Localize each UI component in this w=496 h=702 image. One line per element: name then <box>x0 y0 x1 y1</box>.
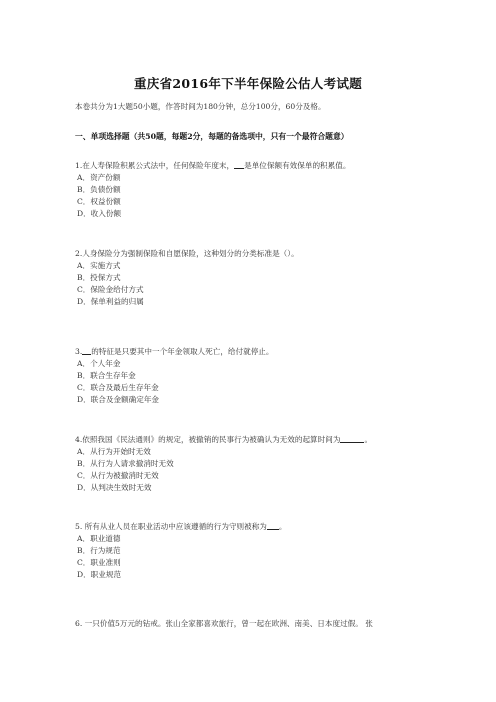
question-6 <box>75 618 435 630</box>
question-stem: 6. 一只价值5万元的钻戒。张山全家都喜欢旅行，曾一起在欧洲、南美、日本度过假。 张 <box>75 619 373 628</box>
question-stem: 3. 的特征是只要其中一个年金领取人死亡，给付就停止。 <box>75 347 274 356</box>
option-c: C．权益份额 <box>77 197 121 206</box>
option-d: D．保单利益的归属 <box>77 297 144 306</box>
page-title: 重庆省2016年下半年保险公估人考试题 <box>134 76 362 91</box>
question-4 <box>75 434 435 494</box>
option-b: B．投保方式 <box>77 273 121 282</box>
option-a: A．个人年金 <box>77 359 121 368</box>
option-a: A．实施方式 <box>77 261 121 270</box>
answer-blank <box>340 434 364 443</box>
option-d: D．从判决生效时无效 <box>77 483 152 492</box>
option-c: C．职业准则 <box>77 558 121 567</box>
question-stem: 5. 所有从业人员在职业活动中应该遵循的行为守则被称为 。 <box>75 522 287 531</box>
question-stem: 2.人身保险分为强制保险和自愿保险，这种划分的分类标准是（）。 <box>75 249 299 258</box>
option-a: A．资产份额 <box>77 173 121 182</box>
option-a: A．职业道德 <box>77 534 121 543</box>
answer-blank <box>267 521 279 530</box>
option-d: D．收入份额 <box>77 209 122 218</box>
option-c: C．联合及最后生存年金 <box>77 383 159 392</box>
option-c: C．从行为被撤消时无效 <box>77 471 159 480</box>
option-b: B．负债份额 <box>77 185 121 194</box>
option-a: A．从行为开始时无效 <box>77 447 151 456</box>
option-b: B．行为规范 <box>77 546 121 555</box>
question-1 <box>75 160 435 220</box>
answer-blank <box>82 346 91 355</box>
exam-intro: 本卷共分为1大题50小题，作答时间为180分钟，总分100分，60分及格。 <box>75 102 326 111</box>
answer-blank <box>234 160 244 169</box>
question-2 <box>75 248 435 308</box>
section-heading: 一、单项选择题（共50题，每题2分，每题的备选项中，只有一个最符合题意） <box>75 132 349 141</box>
question-3 <box>75 346 435 406</box>
option-b: B．从行为人请求撤消时无效 <box>77 459 174 468</box>
option-b: B．联合生存年金 <box>77 371 136 380</box>
option-d: D．职业规范 <box>77 570 122 579</box>
question-stem: 1.在人寿保险积累公式法中，任何保险年度末， 是单位保额有效保单的积累值。 <box>75 161 351 170</box>
question-stem: 4.依照我国《民法通则》的规定，被撤销的民事行为被确认为无效的起算时间为 。 <box>75 435 373 444</box>
question-5 <box>75 521 435 581</box>
option-d: D．联合及金额确定年金 <box>77 395 160 404</box>
option-c: C．保险金给付方式 <box>77 285 144 294</box>
